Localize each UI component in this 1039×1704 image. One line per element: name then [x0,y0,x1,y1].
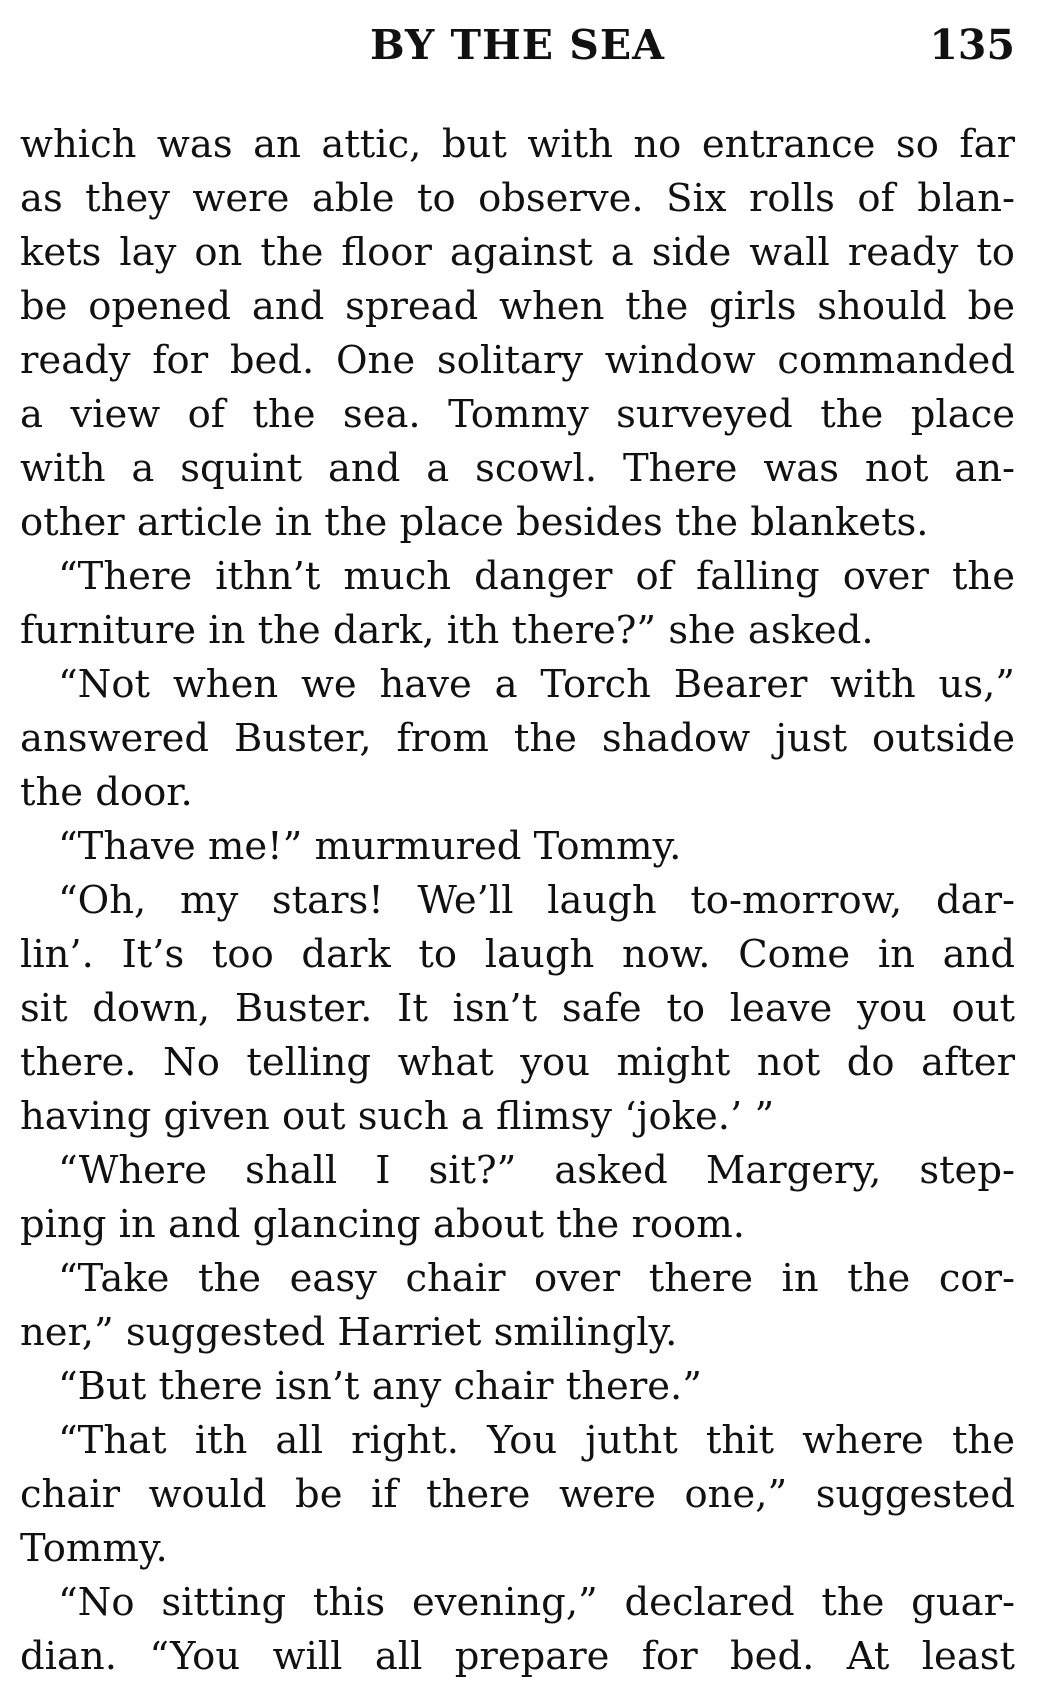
text-line: “Thave me!” murmured Tommy. [58,824,682,869]
text-line: “Oh, my stars! We’ll laugh to-morrow, dar- [58,878,1015,923]
running-head [20,15,1015,75]
running-title: BY THE SEA [370,21,665,69]
text-line: ner,” suggested Harriet smilingly. [20,1310,678,1355]
text-line: which was an attic, but with no entrance so far [20,122,1015,167]
text-line: other article in the place besides the blankets. [20,500,929,545]
text-line: lin’. It’s too dark to laugh now. Come in and [20,932,1015,977]
text-line: the door. [20,770,193,815]
text-line: a view of the sea. Tommy surveyed the place [20,392,1015,437]
text-line: kets lay on the floor against a side wall ready to [20,230,1015,275]
text-line: be opened and spread when the girls should be [20,284,1015,329]
text-line: “Not when we have a Torch Bearer with us,” [58,662,1015,707]
text-line: “That ith all right. You jutht thit where the [58,1418,1015,1463]
text-line: ready for bed. One solitary window commanded [20,338,1015,383]
text-line: Tommy. [20,1526,168,1571]
text-line: as they were able to observe. Six rolls of blan- [20,176,1015,221]
text-line: dian. “You will all prepare for bed. At least [20,1634,1015,1679]
page-number: 135 [929,21,1015,69]
text-line: answered Buster, from the shadow just outside [20,716,1015,761]
book-page [20,0,1015,1704]
text-line: ping in and glancing about the room. [20,1202,745,1247]
text-line: with a squint and a scowl. There was not an- [20,446,1015,491]
text-line: “But there isn’t any chair there.” [58,1364,702,1409]
text-line: “Where shall I sit?” asked Margery, step- [58,1148,1015,1193]
text-line: “Take the easy chair over there in the cor- [58,1256,1015,1301]
text-line: “There ithn’t much danger of falling over the [58,554,1015,599]
text-line: having given out such a flimsy ‘joke.’ ” [20,1094,775,1139]
text-line: sit down, Buster. It isn’t safe to leave you out [20,986,1015,1031]
text-line: there. No telling what you might not do after [20,1040,1015,1085]
text-line: furniture in the dark, ith there?” she asked. [20,608,874,653]
text-line: “No sitting this evening,” declared the guar- [58,1580,1015,1625]
body-text [20,118,1015,1684]
text-line: chair would be if there were one,” suggested [20,1472,1015,1517]
